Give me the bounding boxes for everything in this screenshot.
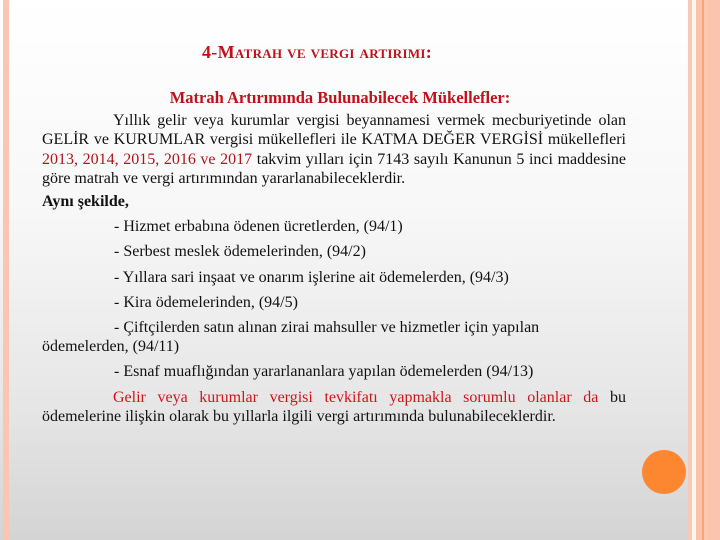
list-item: - Kira ödemelerinden, (94/5) xyxy=(114,293,298,311)
list-item: - Yıllara sari inşaat ve onarım işlerine ait ödemelerden, (94/3) xyxy=(114,268,509,286)
list-item: - Esnaf muaflığından yararlananlara yapılan ödemelerden (94/13) xyxy=(114,363,534,381)
intro-paragraph xyxy=(42,111,626,188)
left-decorative-stripe xyxy=(3,0,9,540)
closing-paragraph xyxy=(42,388,626,426)
intro-text-continued: takvim yılları için 7143 sayılı Kanunun 5 inci maddesine göre matrah ve vergi artırımından yararlanabileceklerdir. xyxy=(42,150,627,187)
years-highlight: 2013, 2014, 2015, 2016 ve 2017 xyxy=(42,150,253,168)
closing-highlight: Gelir veya kurumlar vergisi tevkifatı yapmakla sorumlu olanlar da xyxy=(113,388,599,406)
list-item: - Hizmet erbabına ödenen ücretlerden, (94/1) xyxy=(114,218,403,236)
subheading: Matrah Artırımında Bulunabilecek Mükellefler: xyxy=(169,88,511,107)
list-item: - Çiftçilerden satın alınan zirai mahsuller ve hizmetler için yapılan ödemelerden, (94/11) xyxy=(42,319,540,356)
right-decorative-stripe xyxy=(708,0,720,540)
intro-text: Yıllık gelir veya kurumlar vergisi beyannamesi vermek mecburiyetinde olan GELİR ve KURUMLAR vergisi mükellefleri ile KATMA DEĞER VERGİSİ mükellefleri xyxy=(42,112,626,149)
orange-circle-decoration-icon xyxy=(642,450,686,494)
slide-title: 4-Matrah ve vergi artırımı: xyxy=(202,42,433,62)
also-label: Aynı şekilde, xyxy=(42,193,129,211)
slide-body xyxy=(42,88,626,426)
closing-text: bu ödemelerine ilişkin olarak bu yıllarla ilgili vergi artırımında bulunabileceklerdir. xyxy=(42,388,627,425)
list-item: - Serbest meslek ödemelerinden, (94/2) xyxy=(114,243,366,261)
